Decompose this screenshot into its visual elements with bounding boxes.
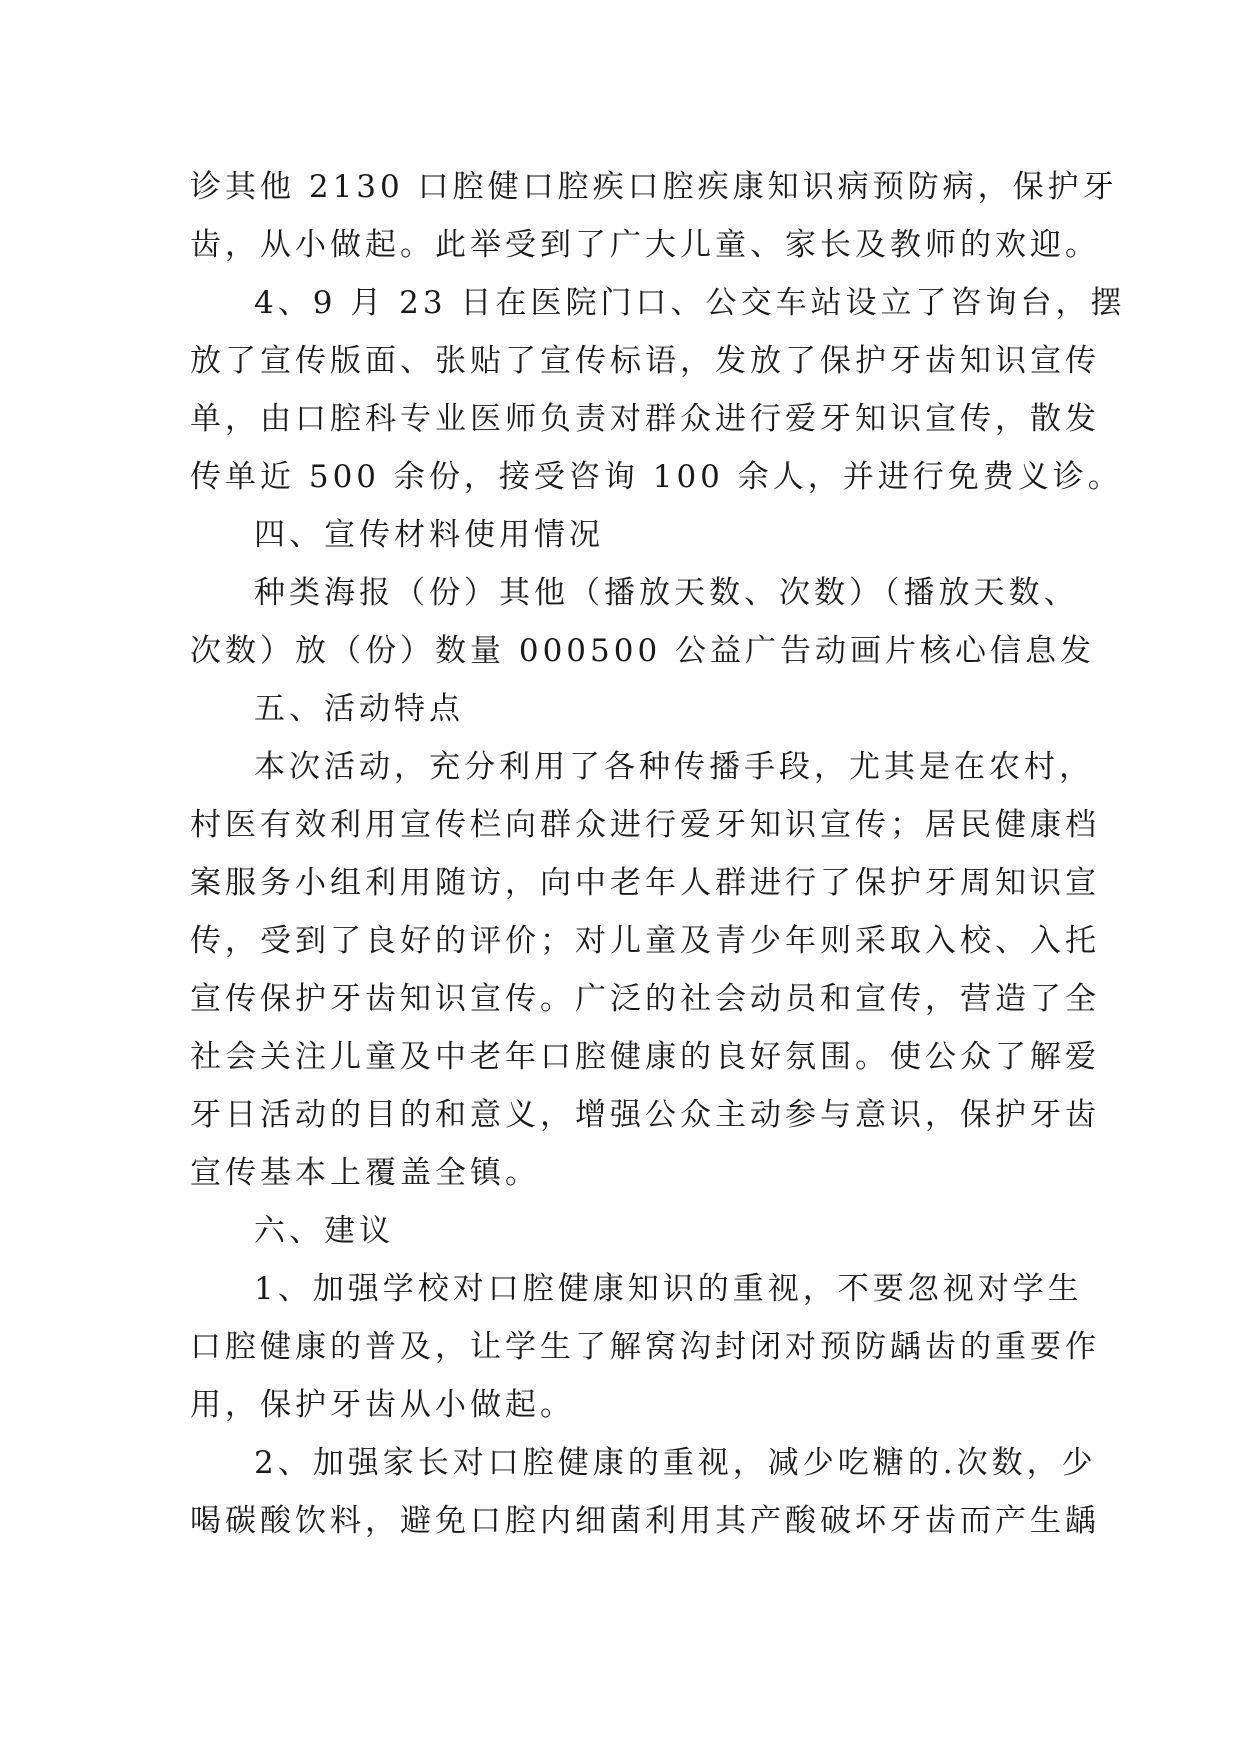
- text-line: 齿，从小做起。此举受到了广大儿童、家长及教师的欢迎。: [190, 227, 1100, 263]
- text-line: 口腔健康的普及，让学生了解窝沟封闭对预防龋齿的重要作: [190, 1329, 1100, 1365]
- text-line: 次数）放（份）数量 000500 公益广告动画片核心信息发: [190, 633, 1096, 669]
- text-line: 1、加强学校对口腔健康知识的重视，不要忽视对学生: [254, 1271, 1083, 1307]
- text-line: 传，受到了良好的评价；对儿童及青少年则采取入校、入托: [190, 923, 1100, 959]
- text-line: 诊其他 2130 口腔健口腔疾口腔疾康知识病预防病，保护牙: [190, 169, 1118, 205]
- text-line: 喝碳酸饮料，避免口腔内细菌利用其产酸破坏牙齿而产生龋: [190, 1503, 1100, 1539]
- text-line: 四、宣传材料使用情况: [254, 517, 604, 553]
- text-line: 传单近 500 余份，接受咨询 100 余人，并进行免费义诊。: [190, 459, 1123, 495]
- text-line: 本次活动，充分利用了各种传播手段，尤其是在农村，: [254, 749, 1094, 785]
- text-line: 五、活动特点: [254, 691, 464, 727]
- text-line: 种类海报（份）其他（播放天数、次数）（播放天数、: [254, 575, 1079, 611]
- text-line: 2、加强家长对口腔健康的重视，减少吃糖的.次数，少: [254, 1445, 1097, 1481]
- text-line: 宣传基本上覆盖全镇。: [190, 1155, 540, 1191]
- text-line: 放了宣传版面、张贴了宣传标语，发放了保护牙齿知识宣传: [190, 343, 1100, 379]
- body-text: [190, 158, 1126, 1550]
- text-line: 六、建议: [254, 1213, 394, 1249]
- text-line: 村医有效利用宣传栏向群众进行爱牙知识宣传；居民健康档: [190, 807, 1100, 843]
- text-line: 宣传保护牙齿知识宣传。广泛的社会动员和宣传，营造了全: [190, 981, 1100, 1017]
- text-line: 单，由口腔科专业医师负责对群众进行爱牙知识宣传，散发: [190, 401, 1100, 437]
- text-line: 案服务小组利用随访，向中老年人群进行了保护牙周知识宣: [190, 865, 1100, 901]
- text-line: 用，保护牙齿从小做起。: [190, 1387, 575, 1423]
- text-line: 牙日活动的目的和意义，增强公众主动参与意识，保护牙齿: [190, 1097, 1100, 1133]
- text-line: 社会关注儿童及中老年口腔健康的良好氛围。使公众了解爱: [190, 1039, 1100, 1075]
- text-line: 4、9 月 23 日在医院门口、公交车站设立了咨询台，摆: [254, 285, 1126, 321]
